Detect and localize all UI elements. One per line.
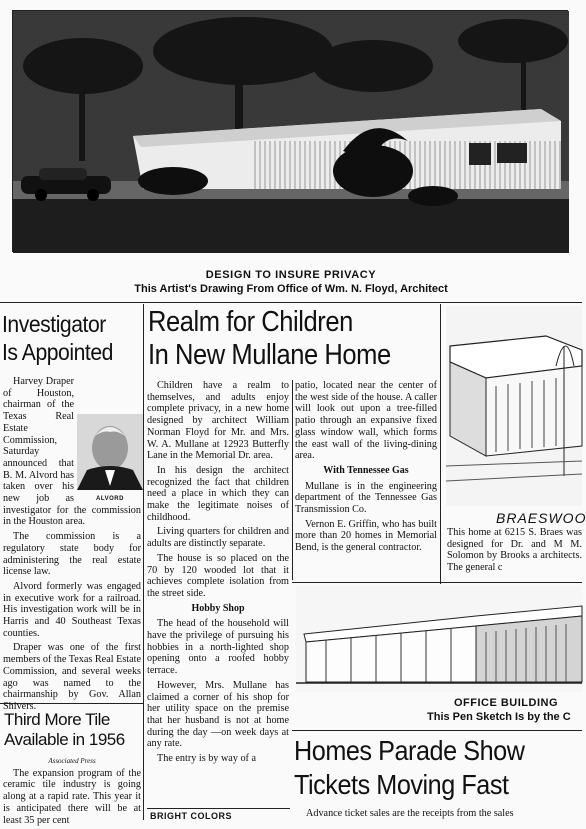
realm-paragraph: Children have a realm to themselves, and adults enjoy complete privacy, in a new home designed by architect William Norman Floyd for Mr. and Mrs. W. A. Mullane at 12923 Butterfly Lane in the Memorial Dr. area. [147, 380, 289, 462]
tennessee-gas-subhead: With Tennessee Gas [323, 464, 409, 476]
column-rule-2 [292, 380, 293, 580]
realm-headline-line1: Realm for Children [148, 306, 353, 338]
parade-body [296, 808, 582, 820]
braeswood-paragraph: This home at 6215 S. Braes was designed for Dr. and M M. Solomon by Brooks a architects. The general c [447, 527, 582, 574]
column-rule-1 [143, 304, 144, 820]
alvord-photo-caption: ALVORD [96, 495, 124, 502]
tile-paragraph: The expansion program of the ceramic tile industry is going along at a rapid rate. This year it is anticipated there will be at least 35 per cent [3, 767, 141, 826]
braeswood-body [447, 527, 582, 575]
realm-column-2 [295, 380, 437, 557]
tile-headline-line2: Available in 1956 [4, 730, 125, 749]
realm-paragraph: patio, located near the center of the west side of the house. A caller will look out upon a tree-filled patio through an expansive fixed glass window wall, which forms the east wall of the living-dining area. [295, 380, 437, 462]
realm-paragraph: In his design the architect recognized the fact that children need a place in which they can make the legitimate noises of childhood. [147, 464, 289, 523]
top-photo-caption-head: DESIGN TO INSURE PRIVACY [205, 269, 377, 281]
investigator-paragraph: Harvey Draper of Houston, chairman of the Texas Real Estate Commission, Saturday announced that B. M. Alvord has taken over his new job as investigator for the commission in the Houston area. [3, 376, 141, 528]
bright-colors-heading: BRIGHT COLORS [150, 811, 232, 821]
office-building-sketch-image [296, 586, 582, 692]
column-rule-3 [440, 304, 441, 584]
architect-drawing-image [12, 10, 568, 252]
realm-paragraph: The house is so placed on the 70 by 120 wooded lot that it achieves complete isolation from the street side. [147, 552, 289, 599]
bright-colors-divider [147, 808, 290, 809]
tile-body [3, 756, 141, 829]
investigator-paragraph: Alvord formerly was engaged in executive work for a railroad. His investigation work will be in Harris and 40 Southeast Texas counties. [3, 580, 141, 639]
office-divider [292, 582, 582, 583]
realm-paragraph: The entry is by way of a [157, 753, 257, 765]
braeswood-label: BRAESWOO [496, 510, 586, 526]
investigator-paragraph: Draper was one of the first members of the Texas Real Estate Commission, and several weeks ago was named to the chairmanship by Gov. Allan Shivers. [3, 642, 141, 712]
braeswood-sketch-image [446, 306, 582, 506]
realm-paragraph: The head of the household will have the privilege of pursuing his hobbies in a north-lighted shop opening onto a roofed hobby terrace. [147, 618, 289, 677]
parade-paragraph: Advance ticket sales are the receipts from the sales [306, 808, 514, 819]
realm-headline-line2: In New Mullane Home [148, 339, 391, 371]
parade-headline-line2: Tickets Moving Fast [294, 769, 509, 800]
realm-paragraph: Vernon E. Griffin, who has built more than 20 homes in Memorial Bend, is the general contractor. [295, 518, 437, 554]
top-photo-caption-sub: This Artist's Drawing From Office of Wm. N. Floyd, Architect [134, 283, 448, 295]
realm-paragraph: Living quarters for children and adults are distinctly separate. [147, 526, 289, 550]
office-caption-head: OFFICE BUILDING [453, 697, 559, 709]
alvord-photo [77, 378, 143, 502]
realm-paragraph: Mullane is in the engineering department of the Tennessee Gas Transmission Co. [295, 480, 437, 516]
investigator-headline-line1: Investigator [2, 311, 106, 337]
office-caption-sub: This Pen Sketch Is by the C [427, 711, 571, 723]
top-divider [0, 302, 582, 303]
tile-headline-line1: Third More Tile [4, 710, 110, 729]
investigator-headline-line2: Is Appointed [2, 339, 113, 365]
realm-paragraph: However, Mrs. Mullane has claimed a corner of his shop for her utility space on the premise that her husband is not at home during the day —on week days at any rate. [147, 679, 289, 750]
parade-divider [292, 730, 582, 731]
investigator-paragraph: The commission is a regulatory state body for administering the real estate license law. [3, 531, 141, 578]
tile-byline: Associated Press [48, 757, 96, 765]
hobby-shop-subhead: Hobby Shop [191, 602, 245, 614]
investigator-body [3, 376, 141, 716]
parade-headline-line1: Homes Parade Show [294, 735, 525, 766]
realm-column-1 [147, 380, 289, 820]
